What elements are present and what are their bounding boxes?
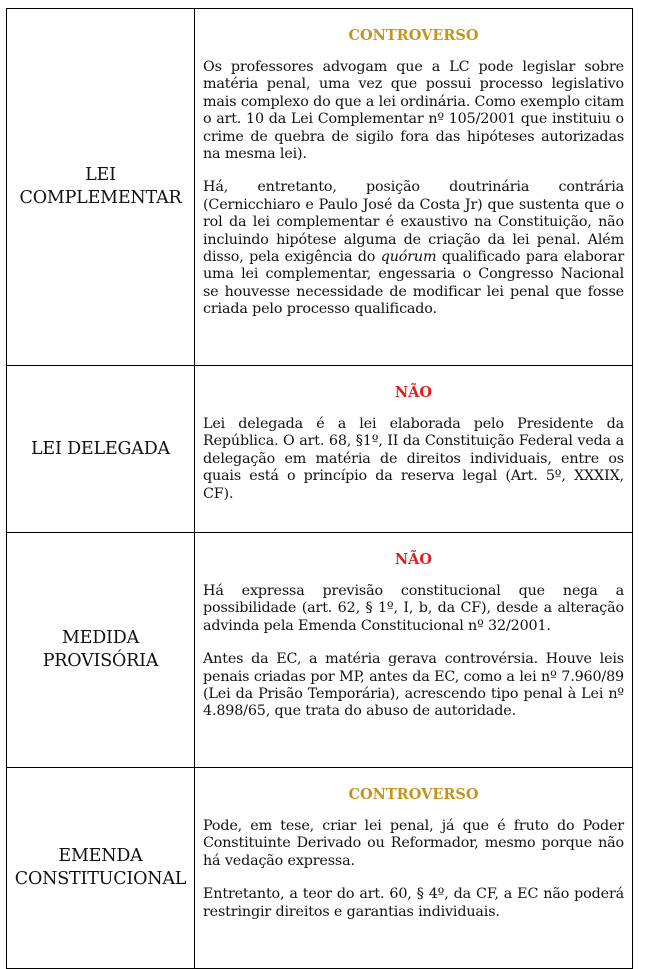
paragraph (203, 179, 624, 318)
description-cell (195, 768, 633, 969)
term-cell (7, 366, 195, 533)
description-cell (195, 9, 633, 366)
status-label: NÃO (394, 384, 433, 401)
paragraph-text: Há, entretanto, posição doutrinária contrária (Cernicchiaro e Paulo José da Costa Jr) que sustenta que o rol da lei complementar é exaustivo na Constituição, não incluindo hipótese alguma de criação da lei penal. Além disso, pela exigência do (203, 179, 624, 266)
paragraph: Entretanto, a teor do art. 60, § 4º, da CF, a EC não poderá restringir direitos e garantias individuais. (203, 886, 624, 920)
term-cell (7, 533, 195, 768)
description-cell (195, 366, 633, 533)
paragraph: Antes da EC, a matéria gerava controvérsia. Houve leis penais criadas por MP, antes da EC, como a lei nº 7.960/89 (Lei da Prisão Temporária), acrescendo tipo penal à Lei nº 4.898/65, que trata do abuso de autoridade. (203, 651, 624, 720)
term-label: CONSTITUCIONAL (14, 869, 187, 889)
term-label: COMPLEMENTAR (19, 188, 182, 208)
table-row (7, 366, 633, 533)
status-label: CONTROVERSO (348, 786, 479, 803)
term-label: LEI DELEGADA (31, 438, 170, 459)
status-label: CONTROVERSO (348, 27, 479, 44)
term-label: LEI (85, 165, 116, 185)
legislative-species-table (6, 8, 633, 969)
paragraph-text: qualificado para elaborar uma lei complementar, engessaria o Congresso Nacional se houvesse necessidade de modificar lei penal que fosse criada pelo processo qualificado. (203, 249, 625, 318)
description-cell (195, 533, 633, 768)
term-label: EMENDA (58, 846, 143, 866)
table-row (7, 533, 633, 768)
paragraph: Os professores advogam que a LC pode legislar sobre matéria penal, uma vez que possui processo legislativo mais complexo do que a lei ordinária. Como exemplo citam o art. 10 da Lei Complementar nº 105/2001 que instituiu o crime de quebra de sigilo fora das hipóteses autorizadas na mesma lei). (203, 59, 624, 163)
term-label: MEDIDA (61, 628, 140, 648)
term-label: PROVISÓRIA (42, 651, 159, 671)
paragraph: Há expressa previsão constitucional que nega a possibilidade (art. 62, § 1º, I, b, da CF), desde a alteração advinda pela Emenda Constitucional nº 32/2001. (203, 583, 624, 634)
table-row (7, 768, 633, 969)
term-cell (7, 768, 195, 969)
paragraph: Lei delegada é a lei elaborada pelo Presidente da República. O art. 68, §1º, II da Constituição Federal veda a delegação em matéria de direitos individuais, entre os quais está o princípio da reserva legal (Art. 5º, XXXIX, CF). (203, 416, 624, 502)
term-cell (7, 9, 195, 366)
status-label: NÃO (394, 551, 433, 568)
table-row (7, 9, 633, 366)
paragraph: Pode, em tese, criar lei penal, já que é fruto do Poder Constituinte Derivado ou Reformador, mesmo porque não há vedação expressa. (203, 818, 624, 869)
italic-term: quórum (380, 249, 437, 266)
